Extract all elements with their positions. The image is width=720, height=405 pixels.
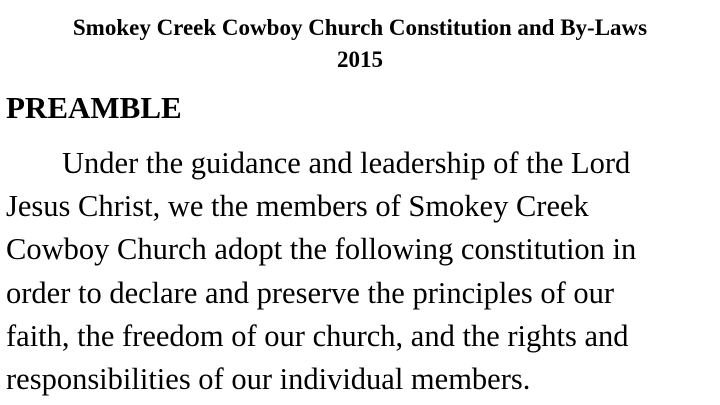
- preamble-line: responsibilities of our individual members.: [6, 362, 531, 397]
- title-line-1: Smokey Creek Cowboy Church Constitution and By-Laws: [72, 15, 648, 40]
- preamble-line: faith, the freedom of our church, and the rights and: [6, 318, 629, 353]
- title-line-2: 2015: [337, 47, 383, 72]
- preamble-line: Jesus Christ, we the members of Smokey Creek: [6, 189, 589, 224]
- preamble-line: Under the guidance and leadership of the Lord: [62, 146, 631, 180]
- section-heading-preamble: PREAMBLE: [6, 90, 182, 125]
- preamble-line: order to declare and preserve the principles of our: [6, 275, 615, 310]
- preamble-line: Cowboy Church adopt the following constitution in: [6, 232, 637, 267]
- preamble-paragraph: [6, 142, 714, 401]
- document-title: [0, 12, 720, 76]
